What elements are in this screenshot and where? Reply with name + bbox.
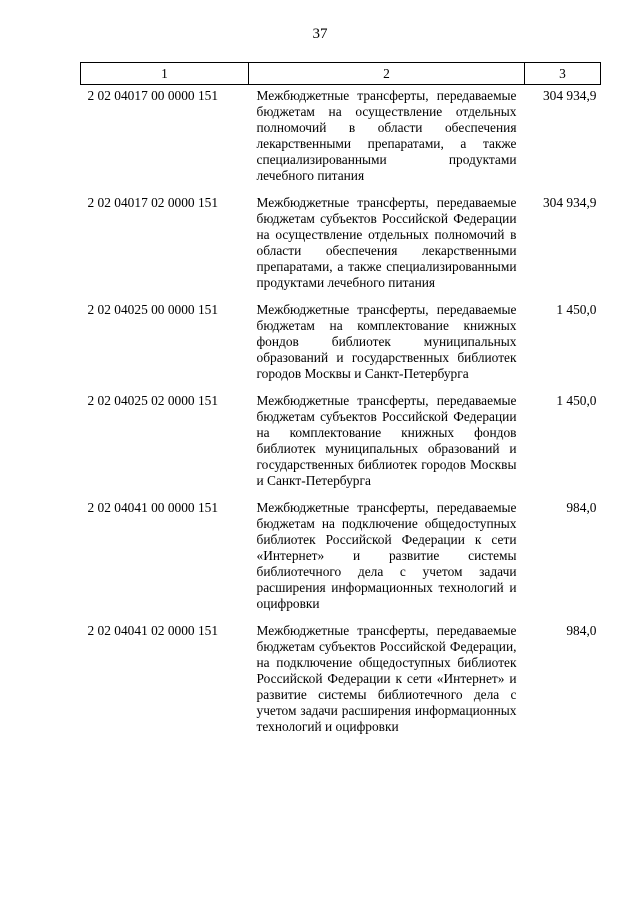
- amount: 984,0: [566, 623, 597, 638]
- column-header-1: 1: [81, 63, 249, 85]
- transfer-description: Межбюджетные трансферты, передаваемые бюджетам субъектов Российской Федерации на осуществление отдельных полномочий в области обеспечения лекарственными препаратами, а также специализированными продуктами лечебного питания: [256, 195, 517, 290]
- table-row: [81, 299, 601, 390]
- budget-code: 2 02 04025 00 0000 151: [87, 302, 219, 317]
- table-row: [81, 390, 601, 497]
- table-row: [81, 85, 601, 193]
- table-header-row: [81, 63, 601, 85]
- budget-code: 2 02 04017 02 0000 151: [87, 195, 219, 210]
- transfer-description: Межбюджетные трансферты, передаваемые бюджетам на комплектование книжных фондов библиотек муниципальных образований и государственных библиотек городов Москвы и Санкт-Петербурга: [256, 302, 517, 381]
- column-header-3: 3: [525, 63, 601, 85]
- amount: 1 450,0: [556, 302, 597, 317]
- transfer-description: Межбюджетные трансферты, передаваемые бюджетам на осуществление отдельных полномочий в области обеспечения лекарственными препаратами, а также специализированными продуктами лечебного питания: [256, 88, 517, 183]
- amount: 304 934,9: [542, 195, 597, 210]
- table-row: [81, 620, 601, 743]
- transfer-description: Межбюджетные трансферты, передаваемые бюджетам субъектов Российской Федерации на комплектование книжных фондов библиотек муниципальных образований и государственных библиотек городов Москвы и Санкт-Петербурга: [256, 393, 517, 488]
- column-header-2: 2: [249, 63, 525, 85]
- amount: 1 450,0: [556, 393, 597, 408]
- page-number: 37: [312, 26, 328, 42]
- budget-code: 2 02 04041 02 0000 151: [87, 623, 219, 638]
- budget-code: 2 02 04017 00 0000 151: [87, 88, 219, 103]
- table-row: [81, 497, 601, 620]
- transfer-description: Межбюджетные трансферты, передаваемые бюджетам субъектов Российской Федерации, на подключение общедоступных библиотек Российской Федерации к сети «Интернет» и развитие системы библиотечного дела с учетом задачи расширения информационных технологий и оцифровки: [256, 623, 517, 734]
- amount: 984,0: [566, 500, 597, 515]
- table-row: [81, 192, 601, 299]
- transfer-description: Межбюджетные трансферты, передаваемые бюджетам на подключение общедоступных библиотек Российской Федерации к сети «Интернет» и развитие системы библиотечного дела с учетом задачи расширения информационных технологий и оцифровки: [256, 500, 517, 611]
- budget-code: 2 02 04025 02 0000 151: [87, 393, 219, 408]
- amount: 304 934,9: [542, 88, 597, 103]
- budget-code: 2 02 04041 00 0000 151: [87, 500, 219, 515]
- budget-table: [80, 62, 601, 743]
